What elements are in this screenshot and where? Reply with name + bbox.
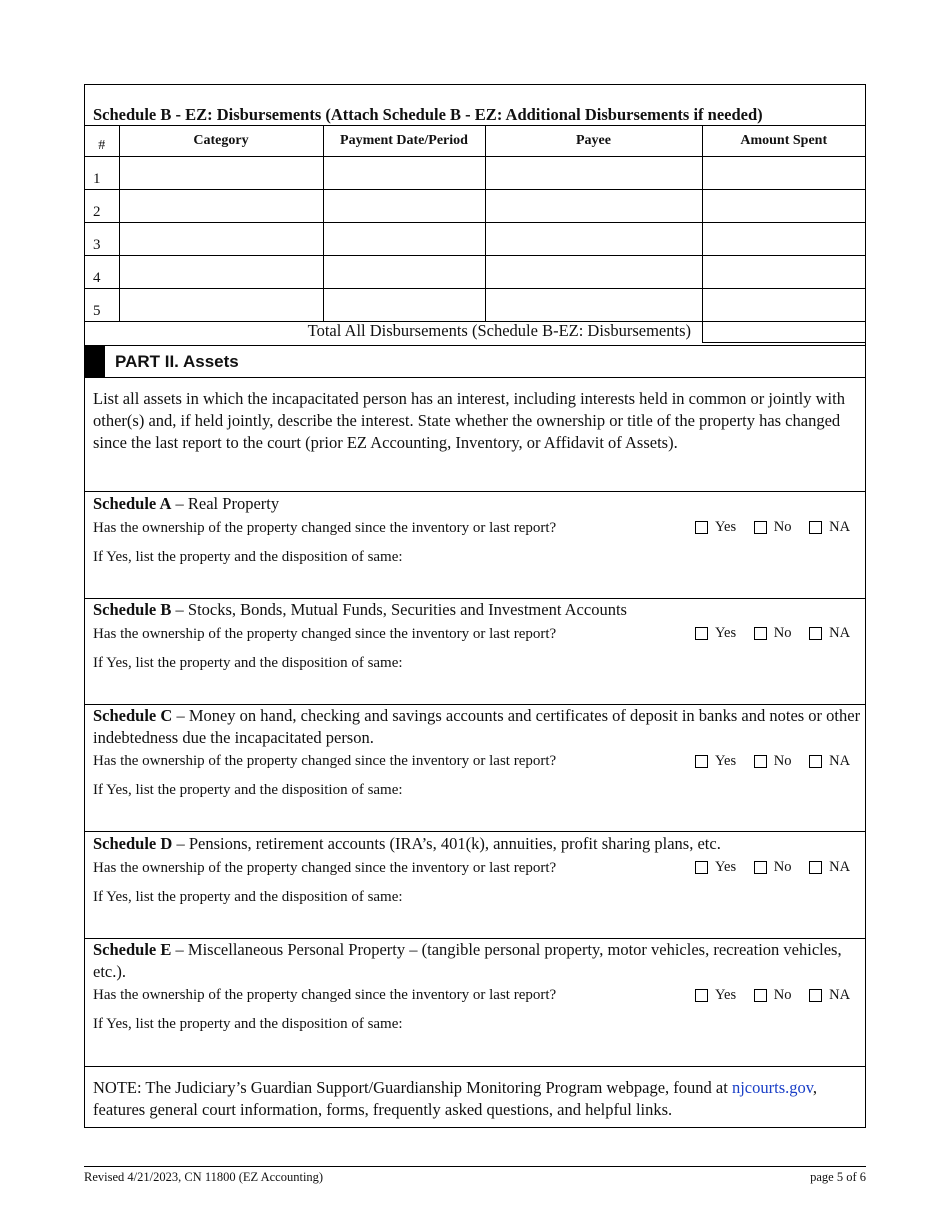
row-number: 1: [85, 157, 119, 190]
schedule-d-options: [695, 859, 850, 879]
row-number: 3: [85, 223, 119, 256]
disbursements-table: [85, 125, 865, 322]
schedule-b-question: Has the ownership of the property changed since the inventory or last report?: [93, 626, 557, 642]
no-checkbox[interactable]: [754, 521, 767, 534]
schedule-e-options: [695, 987, 850, 1007]
total-label: Total All Disbursements (Schedule B-EZ: Disbursements): [307, 321, 691, 340]
yes-option[interactable]: Yes: [695, 519, 736, 536]
schedule-a-if-yes: If Yes, list the property and the disposition of same:: [93, 549, 403, 565]
amount-cell[interactable]: [702, 190, 865, 223]
no-checkbox[interactable]: [754, 861, 767, 874]
na-option[interactable]: NA: [809, 987, 850, 1004]
table-row: [85, 190, 865, 223]
payment-date-cell[interactable]: [323, 157, 485, 190]
na-checkbox[interactable]: [809, 861, 822, 874]
total-amount-field[interactable]: [702, 311, 865, 343]
assets-intro: List all assets in which the incapacitated person has an interest, including interests held in common or jointly with other(s) and, if held jointly, describe the interest. State whether the ownership or title of the property has changed since the last report to the court (prior EZ Accounting, Inventory, or Affidavit of Assets).: [93, 389, 845, 452]
schedule-c-question: Has the ownership of the property changed since the inventory or last report?: [93, 753, 557, 769]
payment-date-cell[interactable]: [323, 256, 485, 289]
schedule-e-title: Schedule E – Miscellaneous Personal Property – (tangible personal property, motor vehicles, recreation vehicles, etc.).: [93, 940, 842, 981]
schedule-d-title: Schedule D – Pensions, retirement accounts (IRA’s, 401(k), annuities, profit sharing plans, etc.: [93, 834, 721, 853]
na-checkbox[interactable]: [809, 521, 822, 534]
no-option[interactable]: No: [754, 625, 792, 642]
no-checkbox[interactable]: [754, 989, 767, 1002]
schedule-d-question: Has the ownership of the property changed since the inventory or last report?: [93, 860, 557, 876]
schedule-e-if-yes: If Yes, list the property and the disposition of same:: [93, 1016, 403, 1032]
na-option[interactable]: NA: [809, 519, 850, 536]
yes-checkbox[interactable]: [695, 989, 708, 1002]
no-checkbox[interactable]: [754, 755, 767, 768]
amount-cell[interactable]: [702, 256, 865, 289]
col-payment-date-header: Payment Date/Period: [323, 126, 485, 157]
table-row: [85, 223, 865, 256]
row-number: 4: [85, 256, 119, 289]
col-payee-header: Payee: [485, 126, 702, 157]
table-row: [85, 157, 865, 190]
table-row: [85, 256, 865, 289]
yes-option[interactable]: Yes: [695, 753, 736, 770]
schedule-c-if-yes: If Yes, list the property and the disposition of same:: [93, 782, 403, 798]
yes-option[interactable]: Yes: [695, 859, 736, 876]
no-option[interactable]: No: [754, 519, 792, 536]
row-number: 5: [85, 289, 119, 322]
payee-cell[interactable]: [485, 256, 702, 289]
payment-date-cell[interactable]: [323, 223, 485, 256]
na-option[interactable]: NA: [809, 753, 850, 770]
category-cell[interactable]: [119, 223, 323, 256]
category-cell[interactable]: [119, 256, 323, 289]
schedule-a-question: Has the ownership of the property changed since the inventory or last report?: [93, 520, 557, 536]
amount-cell[interactable]: [702, 223, 865, 256]
part2-header: [85, 345, 865, 378]
yes-checkbox[interactable]: [695, 521, 708, 534]
no-option[interactable]: No: [754, 859, 792, 876]
schedule-a-options: [695, 519, 850, 539]
form-page: [84, 84, 866, 1128]
yes-option[interactable]: Yes: [695, 625, 736, 642]
section-marker: [85, 346, 105, 378]
amount-cell[interactable]: [702, 157, 865, 190]
schedule-b-title: Schedule B – Stocks, Bonds, Mutual Funds, Securities and Investment Accounts: [93, 600, 627, 619]
category-cell[interactable]: [119, 157, 323, 190]
na-checkbox[interactable]: [809, 989, 822, 1002]
schedule-d-if-yes: If Yes, list the property and the disposition of same:: [93, 889, 403, 905]
schedule-a-title: Schedule A – Real Property: [93, 494, 280, 513]
payee-cell[interactable]: [485, 190, 702, 223]
yes-option[interactable]: Yes: [695, 987, 736, 1004]
yes-checkbox[interactable]: [695, 755, 708, 768]
no-checkbox[interactable]: [754, 627, 767, 640]
footer-page-number: page 5 of 6: [810, 1170, 866, 1184]
no-option[interactable]: No: [754, 753, 792, 770]
row-number: 2: [85, 190, 119, 223]
total-row: [85, 311, 865, 345]
yes-checkbox[interactable]: [695, 861, 708, 874]
footer-divider: [84, 1166, 866, 1167]
payee-cell[interactable]: [485, 157, 702, 190]
footer-revision: Revised 4/21/2023, CN 11800 (EZ Accounting): [84, 1170, 324, 1184]
schedule-b-if-yes: If Yes, list the property and the disposition of same:: [93, 655, 403, 671]
note-text: NOTE: The Judiciary’s Guardian Support/Guardianship Monitoring Program webpage, found at njcourts.gov, features general court information, forms, frequently asked questions, and helpful links.: [93, 1078, 818, 1119]
na-option[interactable]: NA: [809, 625, 850, 642]
na-checkbox[interactable]: [809, 627, 822, 640]
col-number-header: #: [85, 126, 119, 157]
schedule-e-question: Has the ownership of the property changed since the inventory or last report?: [93, 987, 557, 1003]
payee-cell[interactable]: [485, 223, 702, 256]
na-checkbox[interactable]: [809, 755, 822, 768]
col-amount-header: Amount Spent: [702, 126, 865, 157]
col-category-header: Category: [119, 126, 323, 157]
part2-title: PART II. Assets: [115, 352, 239, 371]
table-header-row: [85, 126, 865, 157]
schedule-b-options: [695, 625, 850, 645]
njcourts-link[interactable]: njcourts.gov: [731, 1078, 813, 1097]
payment-date-cell[interactable]: [323, 190, 485, 223]
disbursements-title: Schedule B - EZ: Disbursements (Attach Schedule B - EZ: Additional Disbursements if needed): [93, 105, 763, 124]
category-cell[interactable]: [119, 190, 323, 223]
yes-checkbox[interactable]: [695, 627, 708, 640]
na-option[interactable]: NA: [809, 859, 850, 876]
schedule-c-title: Schedule C – Money on hand, checking and savings accounts and certificates of deposit in banks and notes or other indebtedness due the incapacitated person.: [93, 706, 861, 747]
schedule-c-options: [695, 753, 850, 773]
no-option[interactable]: No: [754, 987, 792, 1004]
